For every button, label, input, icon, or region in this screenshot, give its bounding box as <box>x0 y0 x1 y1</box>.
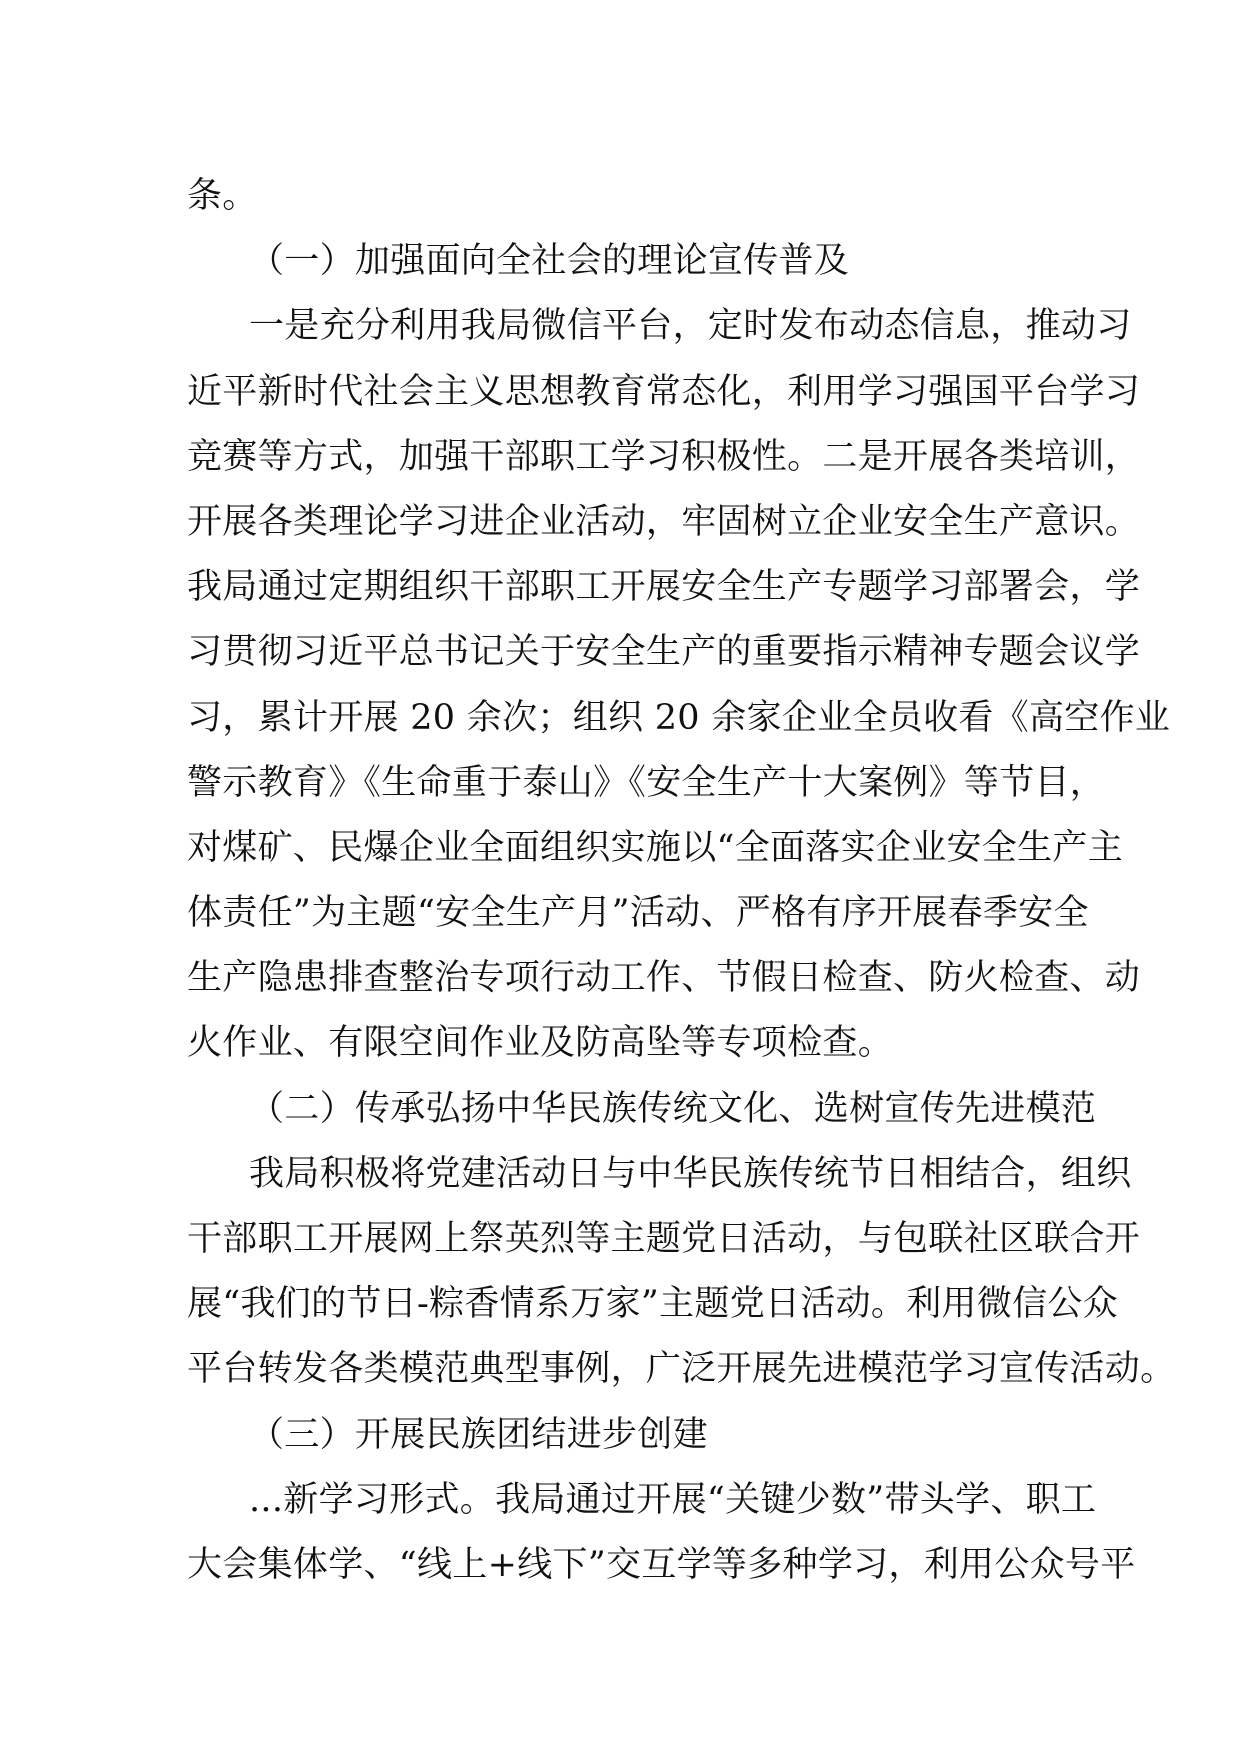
paragraph-line: 警示教育》《生命重于泰山》《安全生产十大案例》等节目， <box>187 762 1106 803</box>
paragraph-line: 平台转发各类模范典型事例，广泛开展先进模范学习宣传活动。 <box>187 1349 1176 1390</box>
paragraph-line: 习贯彻习近平总书记关于安全生产的重要指示精神专题会议学 <box>187 632 1141 673</box>
section-heading-3: （三）开展民族团结进步创建 <box>249 1414 708 1455</box>
paragraph-line: 体责任”为主题“安全生产月”活动、严格有序开展春季安全 <box>187 893 1089 934</box>
paragraph-line: 展“我们的节日-粽香情系万家”主题党日活动。利用微信公众 <box>187 1284 1119 1325</box>
paragraph-line: 大会集体学、“线上+线下”交互学等多种学习，利用公众号平 <box>187 1544 1136 1585</box>
section-heading-2: （二）传承弘扬中华民族传统文化、选树宣传先进模范 <box>249 1088 1097 1129</box>
paragraph-line: 我局通过定期组织干部职工开展安全生产专题学习部署会，学 <box>187 567 1141 608</box>
paragraph-line: 一是充分利用我局微信平台，定时发布动态信息，推动习 <box>249 306 1132 347</box>
paragraph-line: 我局积极将党建活动日与中华民族传统节日相结合，组织 <box>249 1153 1132 1194</box>
paragraph-line: 习，累计开展 20 余次；组织 20 余家企业全员收看《高空作业 <box>187 697 1171 738</box>
paragraph-line: 干部职工开展网上祭英烈等主题党日活动，与包联社区联合开 <box>187 1219 1141 1259</box>
paragraph-line: 对煤矿、民爆企业全面组织实施以“全面落实企业安全生产主 <box>187 827 1123 868</box>
section-heading-1: （一）加强面向全社会的理论宣传普及 <box>249 241 850 282</box>
paragraph-line: ...新学习形式。我局通过开展“关键少数”带头学、职工 <box>249 1479 1097 1520</box>
paragraph-line: 生产隐患排查整治专项行动工作、节假日检查、防火检查、动 <box>187 958 1141 999</box>
paragraph-line: 开展各类理论学习进企业活动，牢固树立企业安全生产意识。 <box>187 501 1141 542</box>
body-text <box>187 164 1176 1598</box>
paragraph-line: 竞赛等方式，加强干部职工学习积极性。二是开展各类培训， <box>187 436 1141 477</box>
paragraph-line: 条。 <box>187 176 258 216</box>
paragraph-line: 火作业、有限空间作业及防高坠等专项检查。 <box>187 1023 894 1064</box>
paragraph-line: 近平新时代社会主义思想教育常态化，利用学习强国平台学习 <box>187 371 1141 412</box>
